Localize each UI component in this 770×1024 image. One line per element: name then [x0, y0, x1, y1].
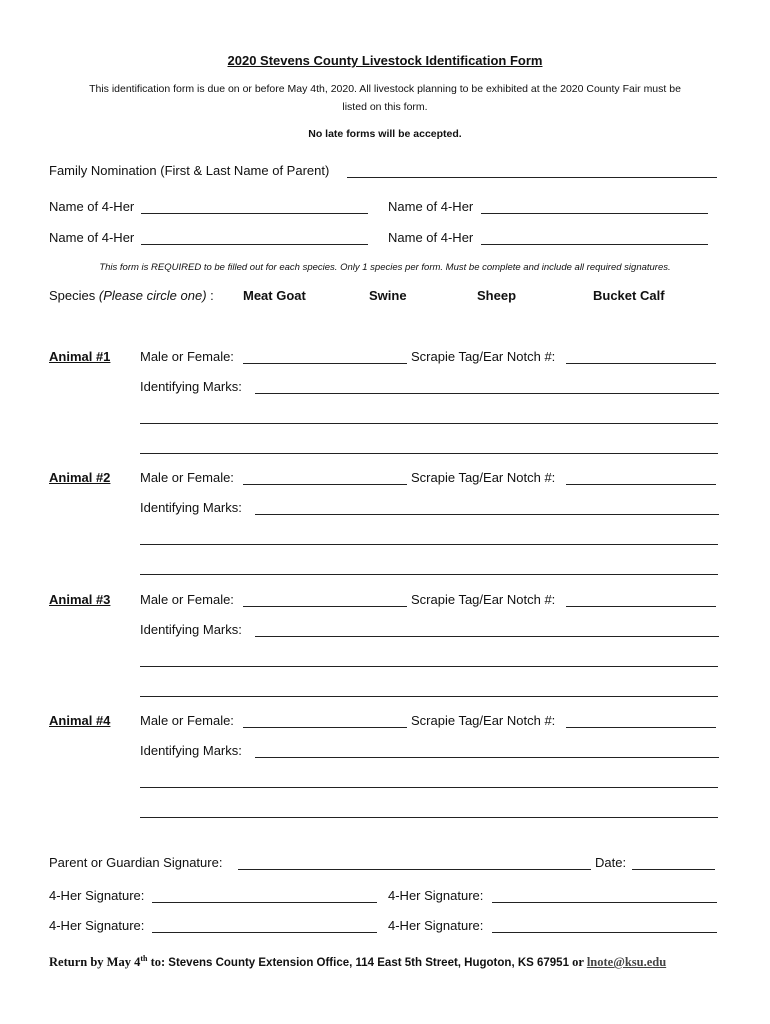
family-nomination-field[interactable] — [347, 177, 717, 178]
animal-1-sex-label: Male or Female: — [140, 349, 234, 364]
name-4her-label-3: Name of 4-Her — [49, 230, 135, 245]
4her-signature-field-2[interactable] — [492, 902, 717, 903]
animal-3-sex-field[interactable] — [243, 606, 407, 607]
return-instructions — [49, 954, 666, 970]
animal-4-sex-label: Male or Female: — [140, 713, 234, 728]
species-option-meat-goat[interactable]: Meat Goat — [243, 288, 306, 303]
animal-2-marks-label: Identifying Marks: — [140, 500, 242, 515]
animal-2-label: Animal #2 — [49, 470, 111, 485]
name-4her-label-1: Name of 4-Her — [49, 199, 135, 214]
animal-3-sex-label: Male or Female: — [140, 592, 234, 607]
4her-signature-field-4[interactable] — [492, 932, 717, 933]
animal-2-scrapie-label: Scrapie Tag/Ear Notch #: — [411, 470, 556, 485]
name-4her-field-1[interactable] — [141, 213, 368, 214]
animal-3-scrapie-field[interactable] — [566, 606, 716, 607]
animal-3-marks-field-1[interactable] — [255, 636, 719, 637]
name-4her-field-3[interactable] — [141, 244, 368, 245]
species-option-sheep[interactable]: Sheep — [477, 288, 517, 303]
animal-3-marks-field-3[interactable] — [140, 696, 718, 697]
intro-line-2: listed on this form. — [342, 101, 428, 113]
name-4her-field-4[interactable] — [481, 244, 708, 245]
animal-2-marks-field-3[interactable] — [140, 574, 718, 575]
species-colon: : — [210, 288, 214, 303]
name-4her-field-2[interactable] — [481, 213, 708, 214]
species-option-bucket-calf[interactable]: Bucket Calf — [593, 288, 665, 303]
animal-4-scrapie-field[interactable] — [566, 727, 716, 728]
species-option-swine[interactable]: Swine — [369, 288, 407, 303]
return-by-sup: th — [140, 954, 148, 963]
animal-1-marks-field-1[interactable] — [255, 393, 719, 394]
animal-2-marks-field-2[interactable] — [140, 544, 718, 545]
parent-signature-field[interactable] — [238, 869, 591, 870]
4her-signature-label-3: 4-Her Signature: — [49, 918, 145, 933]
animal-3-label: Animal #3 — [49, 592, 111, 607]
animal-2-sex-label: Male or Female: — [140, 470, 234, 485]
intro-line-1: This identification form is due on or before May 4th, 2020. All livestock planning to be exhibited at the 2020 County Fair must be — [89, 83, 681, 95]
animal-4-marks-label: Identifying Marks: — [140, 743, 242, 758]
animal-4-sex-field[interactable] — [243, 727, 407, 728]
date-field[interactable] — [632, 869, 715, 870]
animal-3-scrapie-label: Scrapie Tag/Ear Notch #: — [411, 592, 556, 607]
office-address: Stevens County Extension Office, 114 East 5th Street, Hugoton, KS 67951 — [168, 957, 569, 970]
no-late-notice: No late forms will be accepted. — [308, 128, 462, 140]
animal-4-scrapie-label: Scrapie Tag/Ear Notch #: — [411, 713, 556, 728]
animal-2-marks-field-1[interactable] — [255, 514, 719, 515]
date-label: Date: — [595, 855, 627, 870]
animal-2-scrapie-field[interactable] — [566, 484, 716, 485]
animal-1-marks-field-2[interactable] — [140, 423, 718, 424]
animal-2-sex-field[interactable] — [243, 484, 407, 485]
email-link[interactable]: lnote@ksu.edu — [586, 955, 667, 970]
animal-4-marks-field-2[interactable] — [140, 787, 718, 788]
return-to-text: to: — [147, 955, 169, 970]
page-title: 2020 Stevens County Livestock Identification Form — [227, 53, 543, 68]
animal-1-marks-label: Identifying Marks: — [140, 379, 242, 394]
4her-signature-label-2: 4-Her Signature: — [388, 888, 484, 903]
species-hint: (Please circle one) — [98, 288, 207, 303]
animal-1-scrapie-label: Scrapie Tag/Ear Notch #: — [411, 349, 556, 364]
family-nomination-label: Family Nomination (First & Last Name of Parent) — [49, 163, 330, 178]
animal-1-marks-field-3[interactable] — [140, 453, 718, 454]
animal-3-marks-label: Identifying Marks: — [140, 622, 242, 637]
4her-signature-field-1[interactable] — [152, 902, 377, 903]
animal-4-label: Animal #4 — [49, 713, 111, 728]
species-label-text: Species — [49, 288, 96, 303]
4her-signature-label-4: 4-Her Signature: — [388, 918, 484, 933]
parent-signature-label: Parent or Guardian Signature: — [49, 855, 223, 870]
animal-1-label: Animal #1 — [49, 349, 111, 364]
or-text: or — [568, 955, 587, 970]
animal-1-sex-field[interactable] — [243, 363, 407, 364]
4her-signature-label-1: 4-Her Signature: — [49, 888, 145, 903]
name-4her-label-2: Name of 4-Her — [388, 199, 474, 214]
animal-4-marks-field-3[interactable] — [140, 817, 718, 818]
animal-3-marks-field-2[interactable] — [140, 666, 718, 667]
species-label — [49, 288, 214, 303]
name-4her-label-4: Name of 4-Her — [388, 230, 474, 245]
return-by-text: Return by May 4 — [49, 955, 141, 970]
4her-signature-field-3[interactable] — [152, 932, 377, 933]
animal-1-scrapie-field[interactable] — [566, 363, 716, 364]
required-note: This form is REQUIRED to be filled out for each species. Only 1 species per form. Must be complete and include all required signatures. — [99, 262, 671, 273]
animal-4-marks-field-1[interactable] — [255, 757, 719, 758]
